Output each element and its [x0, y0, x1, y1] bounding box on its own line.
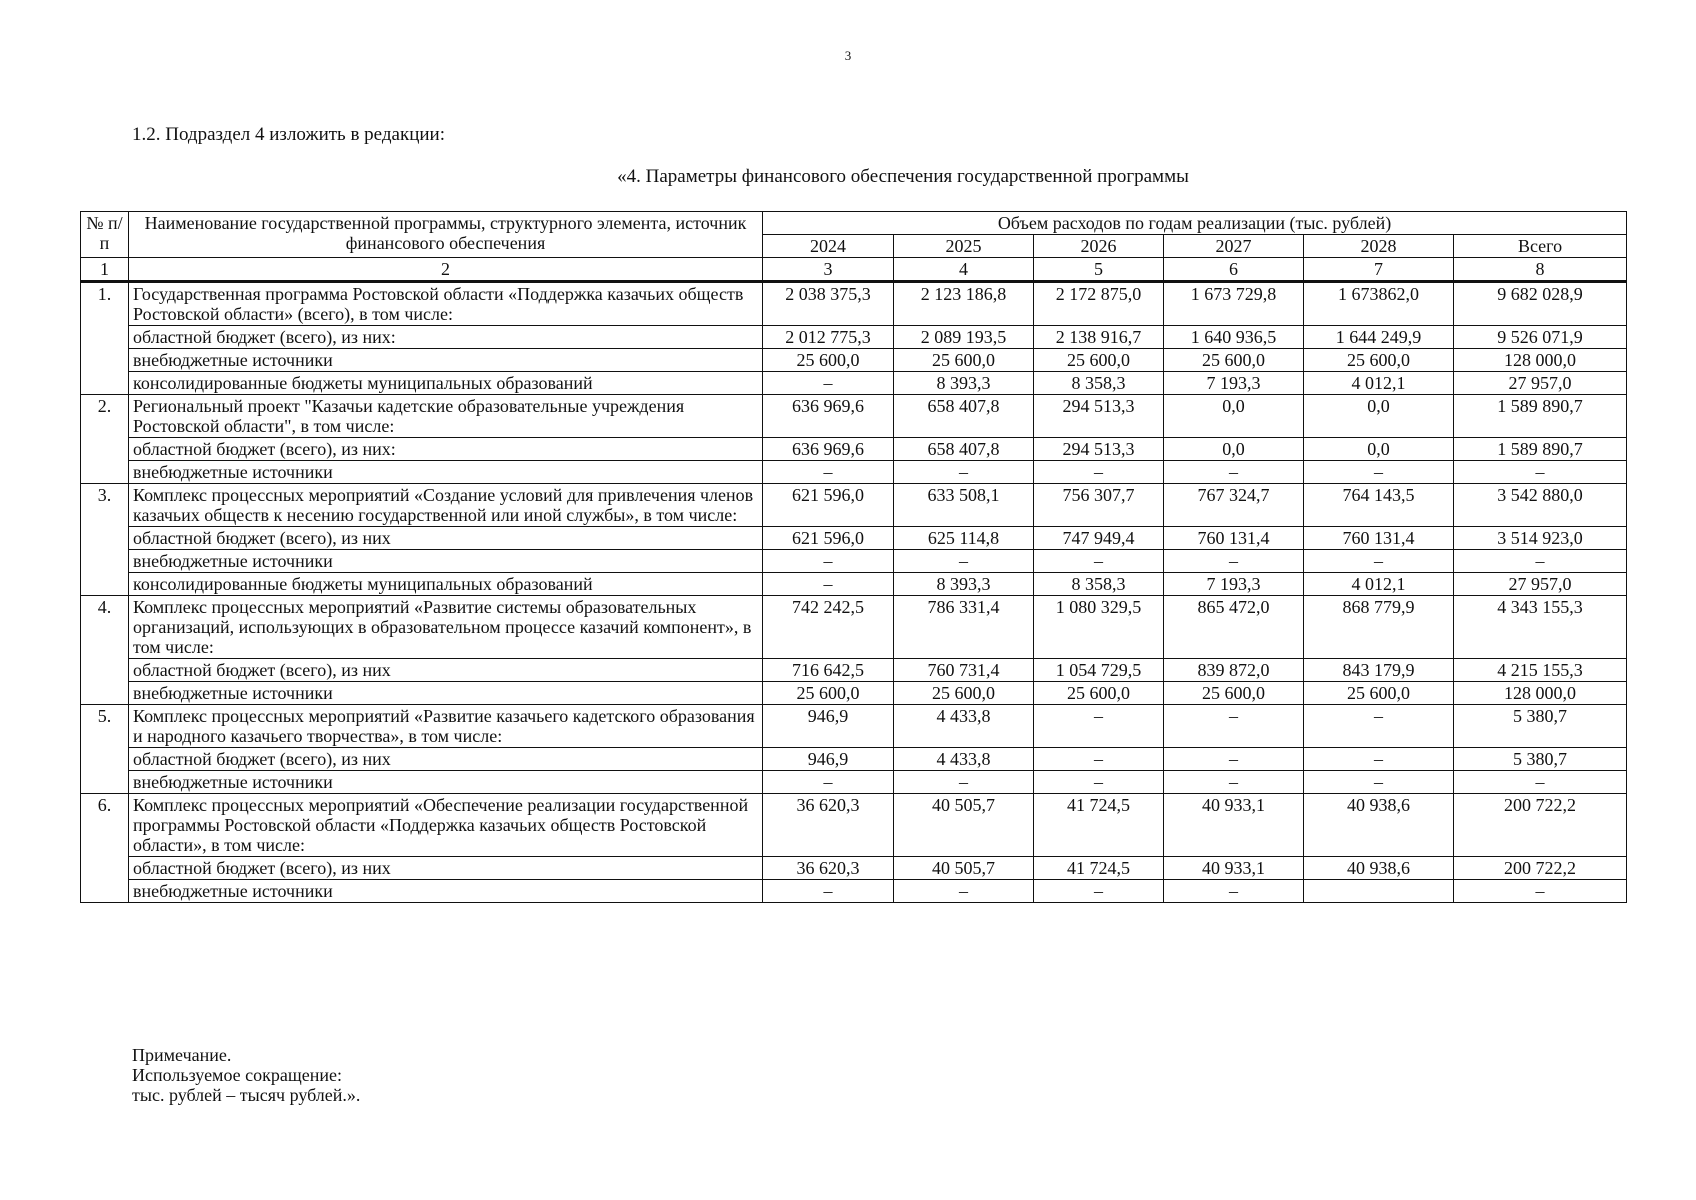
value-cell: 25 600,0	[894, 682, 1034, 705]
value-cell: 25 600,0	[1034, 349, 1164, 372]
section-main-row	[81, 395, 1627, 438]
row-number: 6.	[81, 794, 129, 903]
value-cell: –	[763, 880, 894, 903]
row-name: областной бюджет (всего), из них	[129, 659, 763, 682]
value-total: 1 589 890,7	[1454, 438, 1627, 461]
row-name: областной бюджет (всего), из них:	[129, 326, 763, 349]
value-cell: 2 138 916,7	[1034, 326, 1164, 349]
value-cell: 868 779,9	[1304, 596, 1454, 659]
value-cell: 25 600,0	[894, 349, 1034, 372]
value-cell: 2 123 186,8	[894, 282, 1034, 326]
header-total: Всего	[1454, 235, 1627, 258]
value-cell: 839 872,0	[1164, 659, 1304, 682]
row-name: областной бюджет (всего), из них:	[129, 438, 763, 461]
value-cell: –	[1304, 771, 1454, 794]
value-cell: 41 724,5	[1034, 857, 1164, 880]
value-cell: 40 938,6	[1304, 857, 1454, 880]
value-cell: 25 600,0	[1164, 682, 1304, 705]
column-number: 6	[1164, 258, 1304, 282]
value-cell: 40 933,1	[1164, 794, 1304, 857]
value-cell: –	[763, 372, 894, 395]
value-cell: 636 969,6	[763, 395, 894, 438]
value-cell: 41 724,5	[1034, 794, 1164, 857]
value-cell: 8 358,3	[1034, 372, 1164, 395]
value-cell: 40 505,7	[894, 857, 1034, 880]
value-cell: 2 172 875,0	[1034, 282, 1164, 326]
value-cell: 636 969,6	[763, 438, 894, 461]
value-cell: 760 731,4	[894, 659, 1034, 682]
row-number: 2.	[81, 395, 129, 484]
financing-table	[80, 211, 1627, 903]
section-main-row	[81, 484, 1627, 527]
row-name: областной бюджет (всего), из них	[129, 527, 763, 550]
row-name: внебюджетные источники	[129, 550, 763, 573]
section-main-row	[81, 282, 1627, 326]
header-year: 2028	[1304, 235, 1454, 258]
row-number: 4.	[81, 596, 129, 705]
value-cell: 1 644 249,9	[1304, 326, 1454, 349]
value-total: 128 000,0	[1454, 682, 1627, 705]
value-cell: 946,9	[763, 748, 894, 771]
value-cell: 0,0	[1304, 438, 1454, 461]
row-name: областной бюджет (всего), из них	[129, 857, 763, 880]
row-name: внебюджетные источники	[129, 682, 763, 705]
value-cell: 760 131,4	[1304, 527, 1454, 550]
header-year: 2025	[894, 235, 1034, 258]
value-cell: 764 143,5	[1304, 484, 1454, 527]
column-number: 1	[81, 258, 129, 282]
note-line: Примечание.	[132, 1045, 232, 1065]
value-total: 200 722,2	[1454, 857, 1627, 880]
page-number: 3	[844, 48, 852, 63]
row-name: внебюджетные источники	[129, 771, 763, 794]
column-number: 4	[894, 258, 1034, 282]
value-cell: 786 331,4	[894, 596, 1034, 659]
section-sub-row	[81, 748, 1627, 771]
section-sub-row	[81, 438, 1627, 461]
value-cell: 625 114,8	[894, 527, 1034, 550]
value-cell: 25 600,0	[1034, 682, 1164, 705]
value-total: 3 514 923,0	[1454, 527, 1627, 550]
value-cell	[1304, 880, 1454, 903]
value-cell: 756 307,7	[1034, 484, 1164, 527]
value-cell: –	[894, 550, 1034, 573]
value-cell: 4 433,8	[894, 748, 1034, 771]
value-cell: 716 642,5	[763, 659, 894, 682]
intro-paragraph: 1.2. Подраздел 4 изложить в редакции:	[132, 124, 445, 145]
row-name: консолидированные бюджеты муниципальных образований	[129, 573, 763, 596]
note-line: тыс. рублей – тысяч рублей.».	[132, 1085, 361, 1105]
value-total: 27 957,0	[1454, 573, 1627, 596]
value-cell: 843 179,9	[1304, 659, 1454, 682]
value-cell: 1 673862,0	[1304, 282, 1454, 326]
value-cell: 2 038 375,3	[763, 282, 894, 326]
value-total: –	[1454, 461, 1627, 484]
value-cell: 4 012,1	[1304, 573, 1454, 596]
value-total: 4 343 155,3	[1454, 596, 1627, 659]
section-sub-row	[81, 880, 1627, 903]
section-sub-row	[81, 771, 1627, 794]
row-name: внебюджетные источники	[129, 461, 763, 484]
value-cell: 25 600,0	[1164, 349, 1304, 372]
row-name: Комплекс процессных мероприятий «Развитие казачьего кадетского образования и народного казачьего творчества», в том числе:	[129, 705, 763, 748]
value-cell: 8 393,3	[894, 573, 1034, 596]
value-cell: 742 242,5	[763, 596, 894, 659]
column-number: 2	[129, 258, 763, 282]
value-total: 9 682 028,9	[1454, 282, 1627, 326]
value-cell: –	[894, 771, 1034, 794]
section-sub-row	[81, 573, 1627, 596]
header-year: 2027	[1164, 235, 1304, 258]
notes	[132, 1045, 360, 1105]
value-cell: 36 620,3	[763, 857, 894, 880]
value-cell: –	[763, 461, 894, 484]
value-cell: –	[763, 550, 894, 573]
header-year: 2026	[1034, 235, 1164, 258]
row-name: областной бюджет (всего), из них	[129, 748, 763, 771]
value-cell: –	[894, 461, 1034, 484]
value-cell: 40 933,1	[1164, 857, 1304, 880]
value-cell: –	[894, 880, 1034, 903]
row-number: 5.	[81, 705, 129, 794]
value-total: 5 380,7	[1454, 705, 1627, 748]
value-cell: 2 012 775,3	[763, 326, 894, 349]
header-num: № п/п	[81, 212, 129, 258]
section-sub-row	[81, 659, 1627, 682]
section-sub-row	[81, 461, 1627, 484]
column-number: 5	[1034, 258, 1164, 282]
value-cell: –	[1164, 880, 1304, 903]
row-name: внебюджетные источники	[129, 880, 763, 903]
row-name: Комплекс процессных мероприятий «Развитие системы образовательных организаций, использующих в образовательном процессе казачий компонент», в том числе:	[129, 596, 763, 659]
section-sub-row	[81, 857, 1627, 880]
value-cell: –	[1304, 705, 1454, 748]
value-cell: –	[1304, 748, 1454, 771]
value-cell: –	[1034, 461, 1164, 484]
value-cell: 621 596,0	[763, 527, 894, 550]
value-cell: 294 513,3	[1034, 395, 1164, 438]
section-main-row	[81, 794, 1627, 857]
value-cell: –	[1164, 771, 1304, 794]
value-cell: 0,0	[1304, 395, 1454, 438]
value-cell: –	[1304, 550, 1454, 573]
section-sub-row	[81, 372, 1627, 395]
value-cell: 4 012,1	[1304, 372, 1454, 395]
value-total: 3 542 880,0	[1454, 484, 1627, 527]
value-cell: 2 089 193,5	[894, 326, 1034, 349]
row-name: консолидированные бюджеты муниципальных образований	[129, 372, 763, 395]
value-cell: 25 600,0	[1304, 682, 1454, 705]
value-cell: –	[1034, 550, 1164, 573]
value-total: –	[1454, 771, 1627, 794]
value-cell: –	[1164, 748, 1304, 771]
value-cell: 1 054 729,5	[1034, 659, 1164, 682]
section-title: «4. Параметры финансового обеспечения государственной программы	[617, 166, 1189, 187]
value-cell: 36 620,3	[763, 794, 894, 857]
value-cell: 25 600,0	[1304, 349, 1454, 372]
value-cell: –	[1034, 748, 1164, 771]
value-total: 200 722,2	[1454, 794, 1627, 857]
value-cell: 1 080 329,5	[1034, 596, 1164, 659]
row-number: 1.	[81, 282, 129, 395]
row-name: внебюджетные источники	[129, 349, 763, 372]
value-cell: 621 596,0	[763, 484, 894, 527]
value-cell: 25 600,0	[763, 349, 894, 372]
value-total: 4 215 155,3	[1454, 659, 1627, 682]
value-cell: –	[763, 573, 894, 596]
header-name: Наименование государственной программы, структурного элемента, источник финансового обеспечения	[129, 212, 763, 258]
value-cell: –	[1304, 461, 1454, 484]
row-name: Региональный проект "Казачьи кадетские образовательные учреждения Ростовской области", в том числе:	[129, 395, 763, 438]
value-cell: –	[1034, 771, 1164, 794]
value-total: 9 526 071,9	[1454, 326, 1627, 349]
value-cell: 7 193,3	[1164, 573, 1304, 596]
header-year: 2024	[763, 235, 894, 258]
value-cell: 40 938,6	[1304, 794, 1454, 857]
value-total: 27 957,0	[1454, 372, 1627, 395]
note-line: Используемое сокращение:	[132, 1065, 342, 1085]
value-cell: –	[1034, 880, 1164, 903]
value-total: 5 380,7	[1454, 748, 1627, 771]
section-main-row	[81, 596, 1627, 659]
section-sub-row	[81, 527, 1627, 550]
value-cell: 1 673 729,8	[1164, 282, 1304, 326]
value-cell: –	[1034, 705, 1164, 748]
value-cell: 633 508,1	[894, 484, 1034, 527]
value-cell: 0,0	[1164, 438, 1304, 461]
value-cell: –	[1164, 550, 1304, 573]
value-cell: 7 193,3	[1164, 372, 1304, 395]
row-name: Государственная программа Ростовской области «Поддержка казачьих обществ Ростовской области» (всего), в том числе:	[129, 282, 763, 326]
row-name: Комплекс процессных мероприятий «Создание условий для привлечения членов казачьих обществ к несению государственной или иной службы», в том числе:	[129, 484, 763, 527]
value-cell: 865 472,0	[1164, 596, 1304, 659]
column-number: 3	[763, 258, 894, 282]
value-cell: –	[763, 771, 894, 794]
value-total: –	[1454, 550, 1627, 573]
value-total: 1 589 890,7	[1454, 395, 1627, 438]
value-cell: 658 407,8	[894, 395, 1034, 438]
value-cell: 4 433,8	[894, 705, 1034, 748]
value-cell: 40 505,7	[894, 794, 1034, 857]
value-cell: –	[1164, 705, 1304, 748]
row-name: Комплекс процессных мероприятий «Обеспечение реализации государственной программы Ростовской области «Поддержка казачьих обществ Ростовской области», в том числе:	[129, 794, 763, 857]
value-cell: 747 949,4	[1034, 527, 1164, 550]
value-cell: 760 131,4	[1164, 527, 1304, 550]
section-sub-row	[81, 349, 1627, 372]
value-total: –	[1454, 880, 1627, 903]
section-main-row	[81, 705, 1627, 748]
header-row	[81, 212, 1627, 235]
value-total: 128 000,0	[1454, 349, 1627, 372]
value-cell: 658 407,8	[894, 438, 1034, 461]
section-sub-row	[81, 682, 1627, 705]
column-numbers-row	[81, 258, 1627, 282]
value-cell: 946,9	[763, 705, 894, 748]
section-sub-row	[81, 550, 1627, 573]
row-number: 3.	[81, 484, 129, 596]
value-cell: –	[1164, 461, 1304, 484]
column-number: 7	[1304, 258, 1454, 282]
section-sub-row	[81, 326, 1627, 349]
header-group: Объем расходов по годам реализации (тыс. рублей)	[763, 212, 1627, 235]
value-cell: 0,0	[1164, 395, 1304, 438]
value-cell: 294 513,3	[1034, 438, 1164, 461]
column-number: 8	[1454, 258, 1627, 282]
table-body	[81, 212, 1627, 903]
value-cell: 767 324,7	[1164, 484, 1304, 527]
value-cell: 8 393,3	[894, 372, 1034, 395]
value-cell: 25 600,0	[763, 682, 894, 705]
value-cell: 8 358,3	[1034, 573, 1164, 596]
value-cell: 1 640 936,5	[1164, 326, 1304, 349]
